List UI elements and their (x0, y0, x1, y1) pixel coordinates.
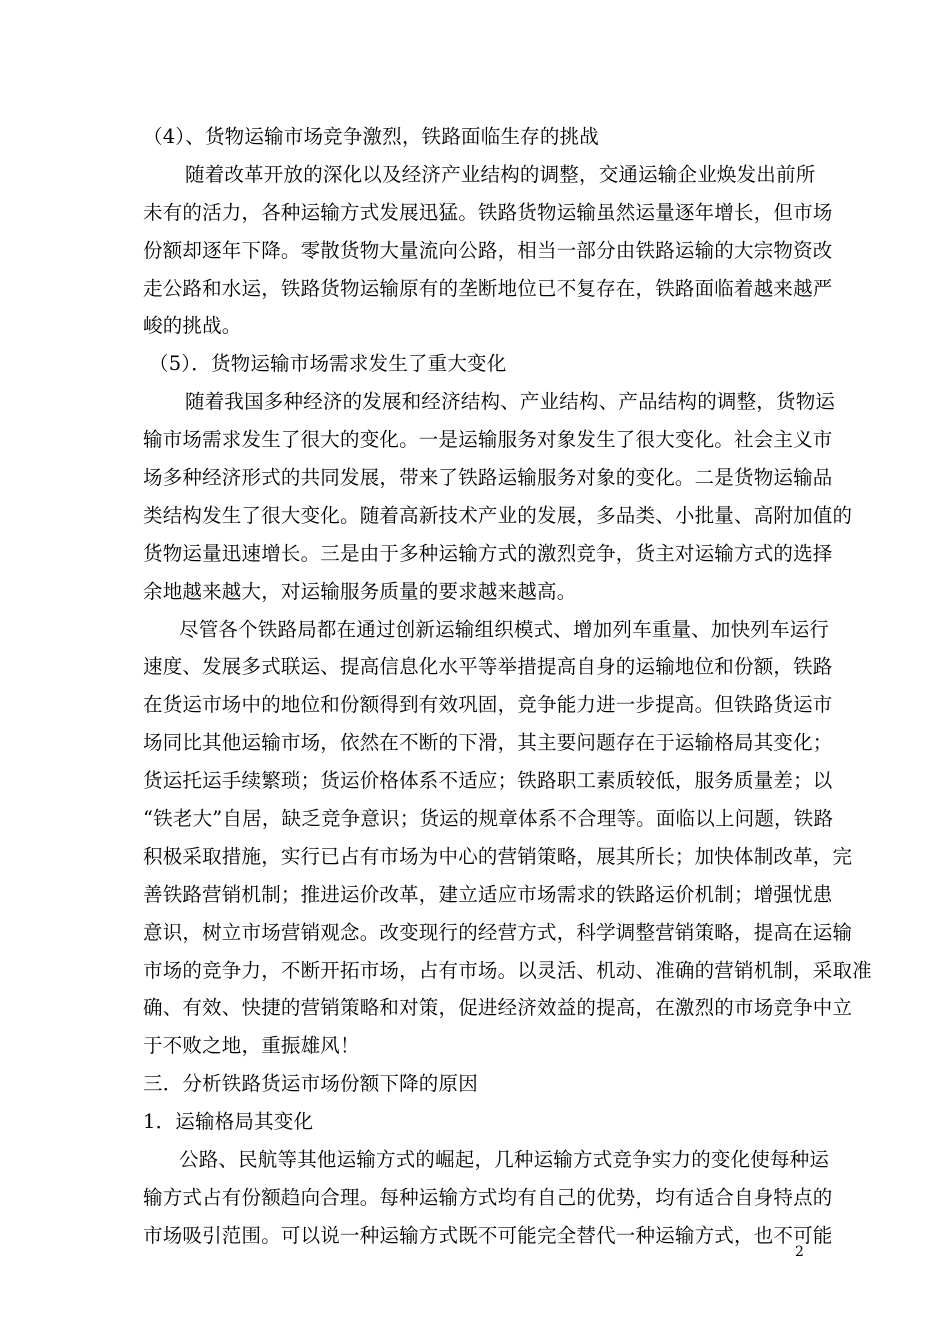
section-heading-5: （5）．货物运输市场需求发生了重大变化 (149, 352, 507, 376)
paragraph-demand-change (143, 383, 853, 610)
paragraph-line: 速度、发展多式联运、提高信息化水平等举措提高自身的运输地位和份额，铁路 (143, 655, 833, 679)
section-heading-3: 三．分析铁路货运市场份额下降的原因 (143, 1072, 478, 1096)
paragraph-line: 市场吸引范围。可以说一种运输方式既不可能完全替代一种运输方式，也不可能 (143, 1223, 833, 1247)
document-body (143, 118, 872, 1255)
paragraph-line: 市场的竞争力，不断开拓市场，占有市场。以灵活、机动、准确的营销机制，采取准 (143, 958, 872, 982)
paragraph-line: 余地越来越大，对运输服务质量的要求越来越高。 (143, 579, 577, 603)
paragraph-line: 善铁路营销机制；推进运价改革，建立适应市场需求的铁路运价机制；增强忧患 (143, 882, 833, 906)
paragraph-line: 类结构发生了很大变化。随着高新技术产业的发展，多品类、小批量、高附加值的 (143, 503, 853, 527)
paragraph-line: “铁老大”自居，缺乏竞争意识；货运的规章体系不合理等。面临以上问题，铁路 (143, 807, 834, 831)
section-heading-4: （4）、货物运输市场竞争激烈，铁路面临生存的挑战 (143, 125, 599, 148)
paragraph-line: 输市场需求发生了很大的变化。一是运输服务对象发生了很大变化。社会主义市 (143, 428, 833, 452)
paragraph-railway-measures (143, 611, 872, 1066)
paragraph-line: 确、有效、快捷的营销策略和对策，促进经济效益的提高，在激烈的市场竞争中立 (143, 996, 853, 1020)
paragraph-line: 公路、民航等其他运输方式的崛起，几种运输方式竞争实力的变化使每种运 (179, 1148, 830, 1172)
paragraph-line: 随着我国多种经济的发展和经济结构、产业结构、产品结构的调整，货物运 (185, 390, 836, 414)
paragraph-line: 货物运量迅速增长。三是由于多种运输方式的激烈竞争，货主对运输方式的选择 (143, 541, 833, 565)
paragraph-line: 尽管各个铁路局都在通过创新运输组织模式、增加列车重量、加快列车运行 (179, 617, 830, 641)
paragraph-transport-pattern (143, 1141, 833, 1255)
paragraph-line: 输方式占有份额趋向合理。每种运输方式均有自己的优势，均有适合自身特点的 (143, 1185, 833, 1209)
paragraph-line: 走公路和水运，铁路货物运输原有的垄断地位已不复存在，铁路面临着越来越严 (143, 276, 833, 300)
paragraph-line: 未有的活力，各种运输方式发展迅猛。铁路货物运输虽然运量逐年增长，但市场 (143, 200, 833, 224)
paragraph-line: 于不败之地，重振雄风！ (143, 1034, 360, 1058)
paragraph-line: 意识，树立市场营销观念。改变现行的经营方式，科学调整营销策略，提高在运输 (143, 920, 853, 944)
paragraph-competition (143, 156, 833, 345)
paragraph-line: 场同比其他运输市场，依然在不断的下滑，其主要问题存在于运输格局其变化； (143, 731, 833, 755)
paragraph-line: 在货运市场中的地位和份额得到有效巩固，竞争能力进一步提高。但铁路货运市 (143, 693, 833, 717)
paragraph-line: 货运托运手续繁琐；货运价格体系不适应；铁路职工素质较低，服务质量差；以 (143, 769, 833, 793)
paragraph-line: 场多种经济形式的共同发展，带来了铁路运输服务对象的变化。二是货物运输品 (143, 466, 833, 490)
paragraph-line: 积极采取措施，实行已占有市场为中心的营销策略，展其所长；加快体制改革，完 (143, 844, 853, 868)
subsection-heading-1: 1．运输格局其变化 (143, 1110, 314, 1134)
paragraph-line: 峻的挑战。 (143, 314, 242, 338)
paragraph-line: 随着改革开放的深化以及经济产业结构的调整，交通运输企业焕发出前所 (185, 162, 816, 186)
paragraph-line: 份额却逐年下降。零散货物大量流向公路，相当一部分由铁路运输的大宗物资改 (143, 238, 833, 262)
page-number: 2 (795, 1244, 804, 1260)
